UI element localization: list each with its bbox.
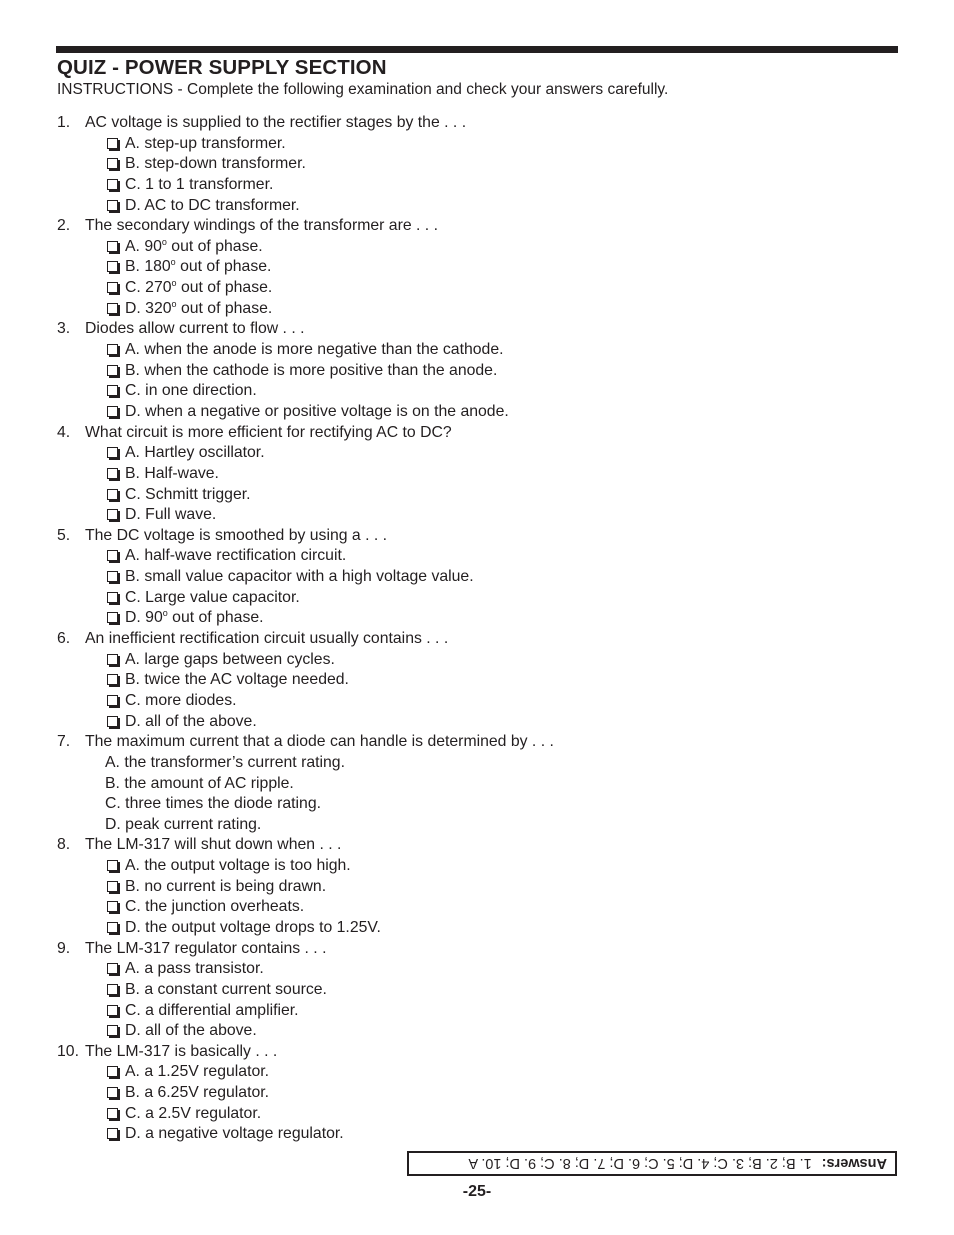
checkbox-icon[interactable] xyxy=(107,282,118,293)
answer-option[interactable] xyxy=(57,670,897,691)
option-text: B. when the cathode is more positive than the anode. xyxy=(125,361,498,379)
question-number: 10. xyxy=(57,1042,79,1060)
checkbox-icon[interactable] xyxy=(107,984,118,995)
question xyxy=(57,319,897,340)
option-text: A. when the anode is more negative than the cathode. xyxy=(125,341,504,359)
option-text-suffix: out of phase. xyxy=(176,299,273,317)
question-text: The maximum current that a diode can handle is determined by . . . xyxy=(85,733,554,751)
option-text-suffix: out of phase. xyxy=(167,609,264,627)
option-text: D. AC to DC transformer. xyxy=(125,196,300,214)
answer-option[interactable] xyxy=(57,464,897,485)
question-text: Diodes allow current to flow . . . xyxy=(85,320,305,338)
checkbox-icon[interactable] xyxy=(107,963,118,974)
answer-option[interactable] xyxy=(57,897,897,918)
option-text: C. Large value capacitor. xyxy=(125,588,300,606)
answer-option[interactable] xyxy=(57,650,897,671)
answer-option[interactable] xyxy=(57,567,897,588)
answer-option[interactable] xyxy=(57,691,897,712)
instructions: INSTRUCTIONS - Complete the following examination and check your answers carefully. xyxy=(57,81,669,98)
quiz-list xyxy=(57,113,897,1145)
option-text-suffix: out of phase. xyxy=(166,237,263,255)
question-number: 7. xyxy=(57,733,71,751)
option-text: B. Half-wave. xyxy=(125,464,219,482)
answer-option[interactable] xyxy=(57,1062,897,1083)
option-text: B. no current is being drawn. xyxy=(125,877,327,895)
checkbox-icon[interactable] xyxy=(107,1025,118,1036)
answer-option[interactable] xyxy=(57,959,897,980)
answer-key-upside-down xyxy=(409,1153,895,1174)
checkbox-icon[interactable] xyxy=(107,138,118,149)
option-text-suffix: out of phase. xyxy=(175,258,272,276)
option-text: A. Hartley oscillator. xyxy=(125,444,265,462)
option-text: C. the junction overheats. xyxy=(125,898,305,916)
answer-option[interactable] xyxy=(57,299,897,320)
answer-option[interactable] xyxy=(57,856,897,877)
checkbox-icon[interactable] xyxy=(107,303,118,314)
checkbox-icon[interactable] xyxy=(107,489,118,500)
question-number: 6. xyxy=(57,630,71,648)
answer-option[interactable] xyxy=(57,237,897,258)
top-rule xyxy=(56,46,898,53)
option-text: A. step-up transformer. xyxy=(125,134,286,152)
option-text: D. all of the above. xyxy=(125,712,257,730)
question-number: 2. xyxy=(57,217,71,235)
degree-symbol: o xyxy=(171,298,177,309)
answer-option[interactable] xyxy=(57,257,897,278)
answer-option[interactable] xyxy=(57,196,897,217)
answer-option[interactable] xyxy=(57,712,897,733)
checkbox-icon[interactable] xyxy=(107,901,118,912)
option-text-suffix: out of phase. xyxy=(176,279,273,297)
checkbox-icon[interactable] xyxy=(107,200,118,211)
option-text: D. a negative voltage regulator. xyxy=(125,1125,344,1143)
question-number: 3. xyxy=(57,320,71,338)
option-text: C. three times the diode rating. xyxy=(105,795,322,813)
option-text: A. the transformer’s current rating. xyxy=(105,753,345,771)
option-text: C. 270 xyxy=(125,279,172,297)
checkbox-icon[interactable] xyxy=(107,1108,118,1119)
checkbox-icon[interactable] xyxy=(107,571,118,582)
answer-option xyxy=(57,774,897,795)
checkbox-icon[interactable] xyxy=(107,509,118,520)
degree-symbol: o xyxy=(171,278,177,289)
option-text: B. 180 xyxy=(125,258,171,276)
checkbox-icon[interactable] xyxy=(107,365,118,376)
answer-option[interactable] xyxy=(57,588,897,609)
checkbox-icon[interactable] xyxy=(107,1087,118,1098)
checkbox-icon[interactable] xyxy=(107,654,118,665)
answer-option xyxy=(57,753,897,774)
option-text: A. large gaps between cycles. xyxy=(125,650,335,668)
checkbox-icon[interactable] xyxy=(107,179,118,190)
checkbox-icon[interactable] xyxy=(107,716,118,727)
question-text: The secondary windings of the transformer are . . . xyxy=(85,217,438,235)
answer-option xyxy=(57,794,897,815)
answer-option[interactable] xyxy=(57,340,897,361)
checkbox-icon[interactable] xyxy=(107,612,118,623)
checkbox-icon[interactable] xyxy=(107,158,118,169)
option-text: D. when a negative or positive voltage is on the anode. xyxy=(125,402,509,420)
checkbox-icon[interactable] xyxy=(107,241,118,252)
question xyxy=(57,423,897,444)
answer-option[interactable] xyxy=(57,278,897,299)
question xyxy=(57,526,897,547)
question-text: AC voltage is supplied to the rectifier stages by the . . . xyxy=(85,114,467,131)
checkbox-icon[interactable] xyxy=(107,550,118,561)
answer-option[interactable] xyxy=(57,1104,897,1125)
question-text: The LM-317 regulator contains . . . xyxy=(85,939,327,957)
question-text: An inefficient rectification circuit usually contains . . . xyxy=(85,630,449,648)
option-text: B. step-down transformer. xyxy=(125,155,306,173)
question xyxy=(57,835,897,856)
option-text: B. twice the AC voltage needed. xyxy=(125,671,349,689)
option-text: B. a constant current source. xyxy=(125,980,327,998)
question-number: 8. xyxy=(57,836,71,854)
answer-option[interactable] xyxy=(57,918,897,939)
page-number: -25- xyxy=(462,1183,492,1200)
option-text: A. a 1.25V regulator. xyxy=(125,1063,270,1081)
checkbox-icon[interactable] xyxy=(107,344,118,355)
answer-option[interactable] xyxy=(57,485,897,506)
answer-option[interactable] xyxy=(57,443,897,464)
checkbox-icon[interactable] xyxy=(107,468,118,479)
checkbox-icon[interactable] xyxy=(107,1005,118,1016)
degree-symbol: o xyxy=(170,257,176,268)
checkbox-icon[interactable] xyxy=(107,592,118,603)
question-text: The LM-317 will shut down when . . . xyxy=(85,836,342,854)
option-text: D. Full wave. xyxy=(125,506,217,524)
checkbox-icon[interactable] xyxy=(107,406,118,417)
answer-option[interactable] xyxy=(57,608,897,629)
answer-option[interactable] xyxy=(57,361,897,382)
option-text: C. a differential amplifier. xyxy=(125,1001,299,1019)
question-text: The LM-317 is basically . . . xyxy=(85,1042,278,1060)
question xyxy=(57,629,897,650)
checkbox-icon[interactable] xyxy=(107,860,118,871)
checkbox-icon[interactable] xyxy=(107,922,118,933)
answer-option[interactable] xyxy=(57,980,897,1001)
answer-option[interactable] xyxy=(57,1021,897,1042)
answer-option[interactable] xyxy=(57,175,897,196)
option-text: C. a 2.5V regulator. xyxy=(125,1104,262,1122)
option-text: C. more diodes. xyxy=(125,691,237,709)
checkbox-icon[interactable] xyxy=(107,261,118,272)
question xyxy=(57,1042,897,1063)
page-title: QUIZ - POWER SUPPLY SECTION xyxy=(57,56,387,79)
question-number: 5. xyxy=(57,526,71,544)
option-text: A. half-wave rectification circuit. xyxy=(125,547,347,565)
option-text: D. all of the above. xyxy=(125,1022,257,1040)
answer-key-box xyxy=(407,1151,897,1176)
question xyxy=(57,939,897,960)
answer-option[interactable] xyxy=(57,505,897,526)
checkbox-icon[interactable] xyxy=(107,385,118,396)
option-text: C. in one direction. xyxy=(125,382,257,400)
question-number: 1. xyxy=(57,114,71,131)
option-text: B. the amount of AC ripple. xyxy=(105,774,294,792)
option-text: C. 1 to 1 transformer. xyxy=(125,175,274,193)
answer-option[interactable] xyxy=(57,134,897,155)
option-text: A. the output voltage is too high. xyxy=(125,857,351,875)
answer-option[interactable] xyxy=(57,877,897,898)
answer-option[interactable] xyxy=(57,1001,897,1022)
option-text: B. small value capacitor with a high voltage value. xyxy=(125,568,474,586)
question xyxy=(57,732,897,753)
question xyxy=(57,113,897,134)
answer-option[interactable] xyxy=(57,402,897,423)
degree-symbol: o xyxy=(162,608,168,619)
answer-option[interactable] xyxy=(57,1083,897,1104)
option-text: A. 90 xyxy=(125,237,162,255)
question-text: What circuit is more efficient for rectifying AC to DC? xyxy=(85,423,452,441)
answer-key-label: Answers: xyxy=(821,1155,887,1172)
checkbox-icon[interactable] xyxy=(107,1128,118,1139)
checkbox-icon[interactable] xyxy=(107,881,118,892)
option-text: D. 320 xyxy=(125,299,172,317)
option-text: D. peak current rating. xyxy=(105,815,262,833)
answer-option[interactable] xyxy=(57,154,897,175)
checkbox-icon[interactable] xyxy=(107,695,118,706)
question-number: 9. xyxy=(57,939,71,957)
option-text: A. a pass transistor. xyxy=(125,960,264,978)
answer-option[interactable] xyxy=(57,381,897,402)
option-text: D. the output voltage drops to 1.25V. xyxy=(125,918,381,936)
option-text: D. 90 xyxy=(125,609,163,627)
answer-key-text: 1. B; 2. B; 3. C; 4. D; 5. C; 6. D; 7. D; 8. C; 9. D; 10. A xyxy=(468,1155,812,1172)
question-number: 4. xyxy=(57,423,71,441)
question-text: The DC voltage is smoothed by using a . . . xyxy=(85,526,388,544)
question xyxy=(57,216,897,237)
option-text: C. Schmitt trigger. xyxy=(125,485,251,503)
answer-option xyxy=(57,815,897,836)
option-text: B. a 6.25V regulator. xyxy=(125,1084,270,1102)
checkbox-icon[interactable] xyxy=(107,1066,118,1077)
checkbox-icon[interactable] xyxy=(107,447,118,458)
answer-option[interactable] xyxy=(57,546,897,567)
degree-symbol: o xyxy=(161,236,167,247)
checkbox-icon[interactable] xyxy=(107,674,118,685)
answer-option[interactable] xyxy=(57,1124,897,1145)
